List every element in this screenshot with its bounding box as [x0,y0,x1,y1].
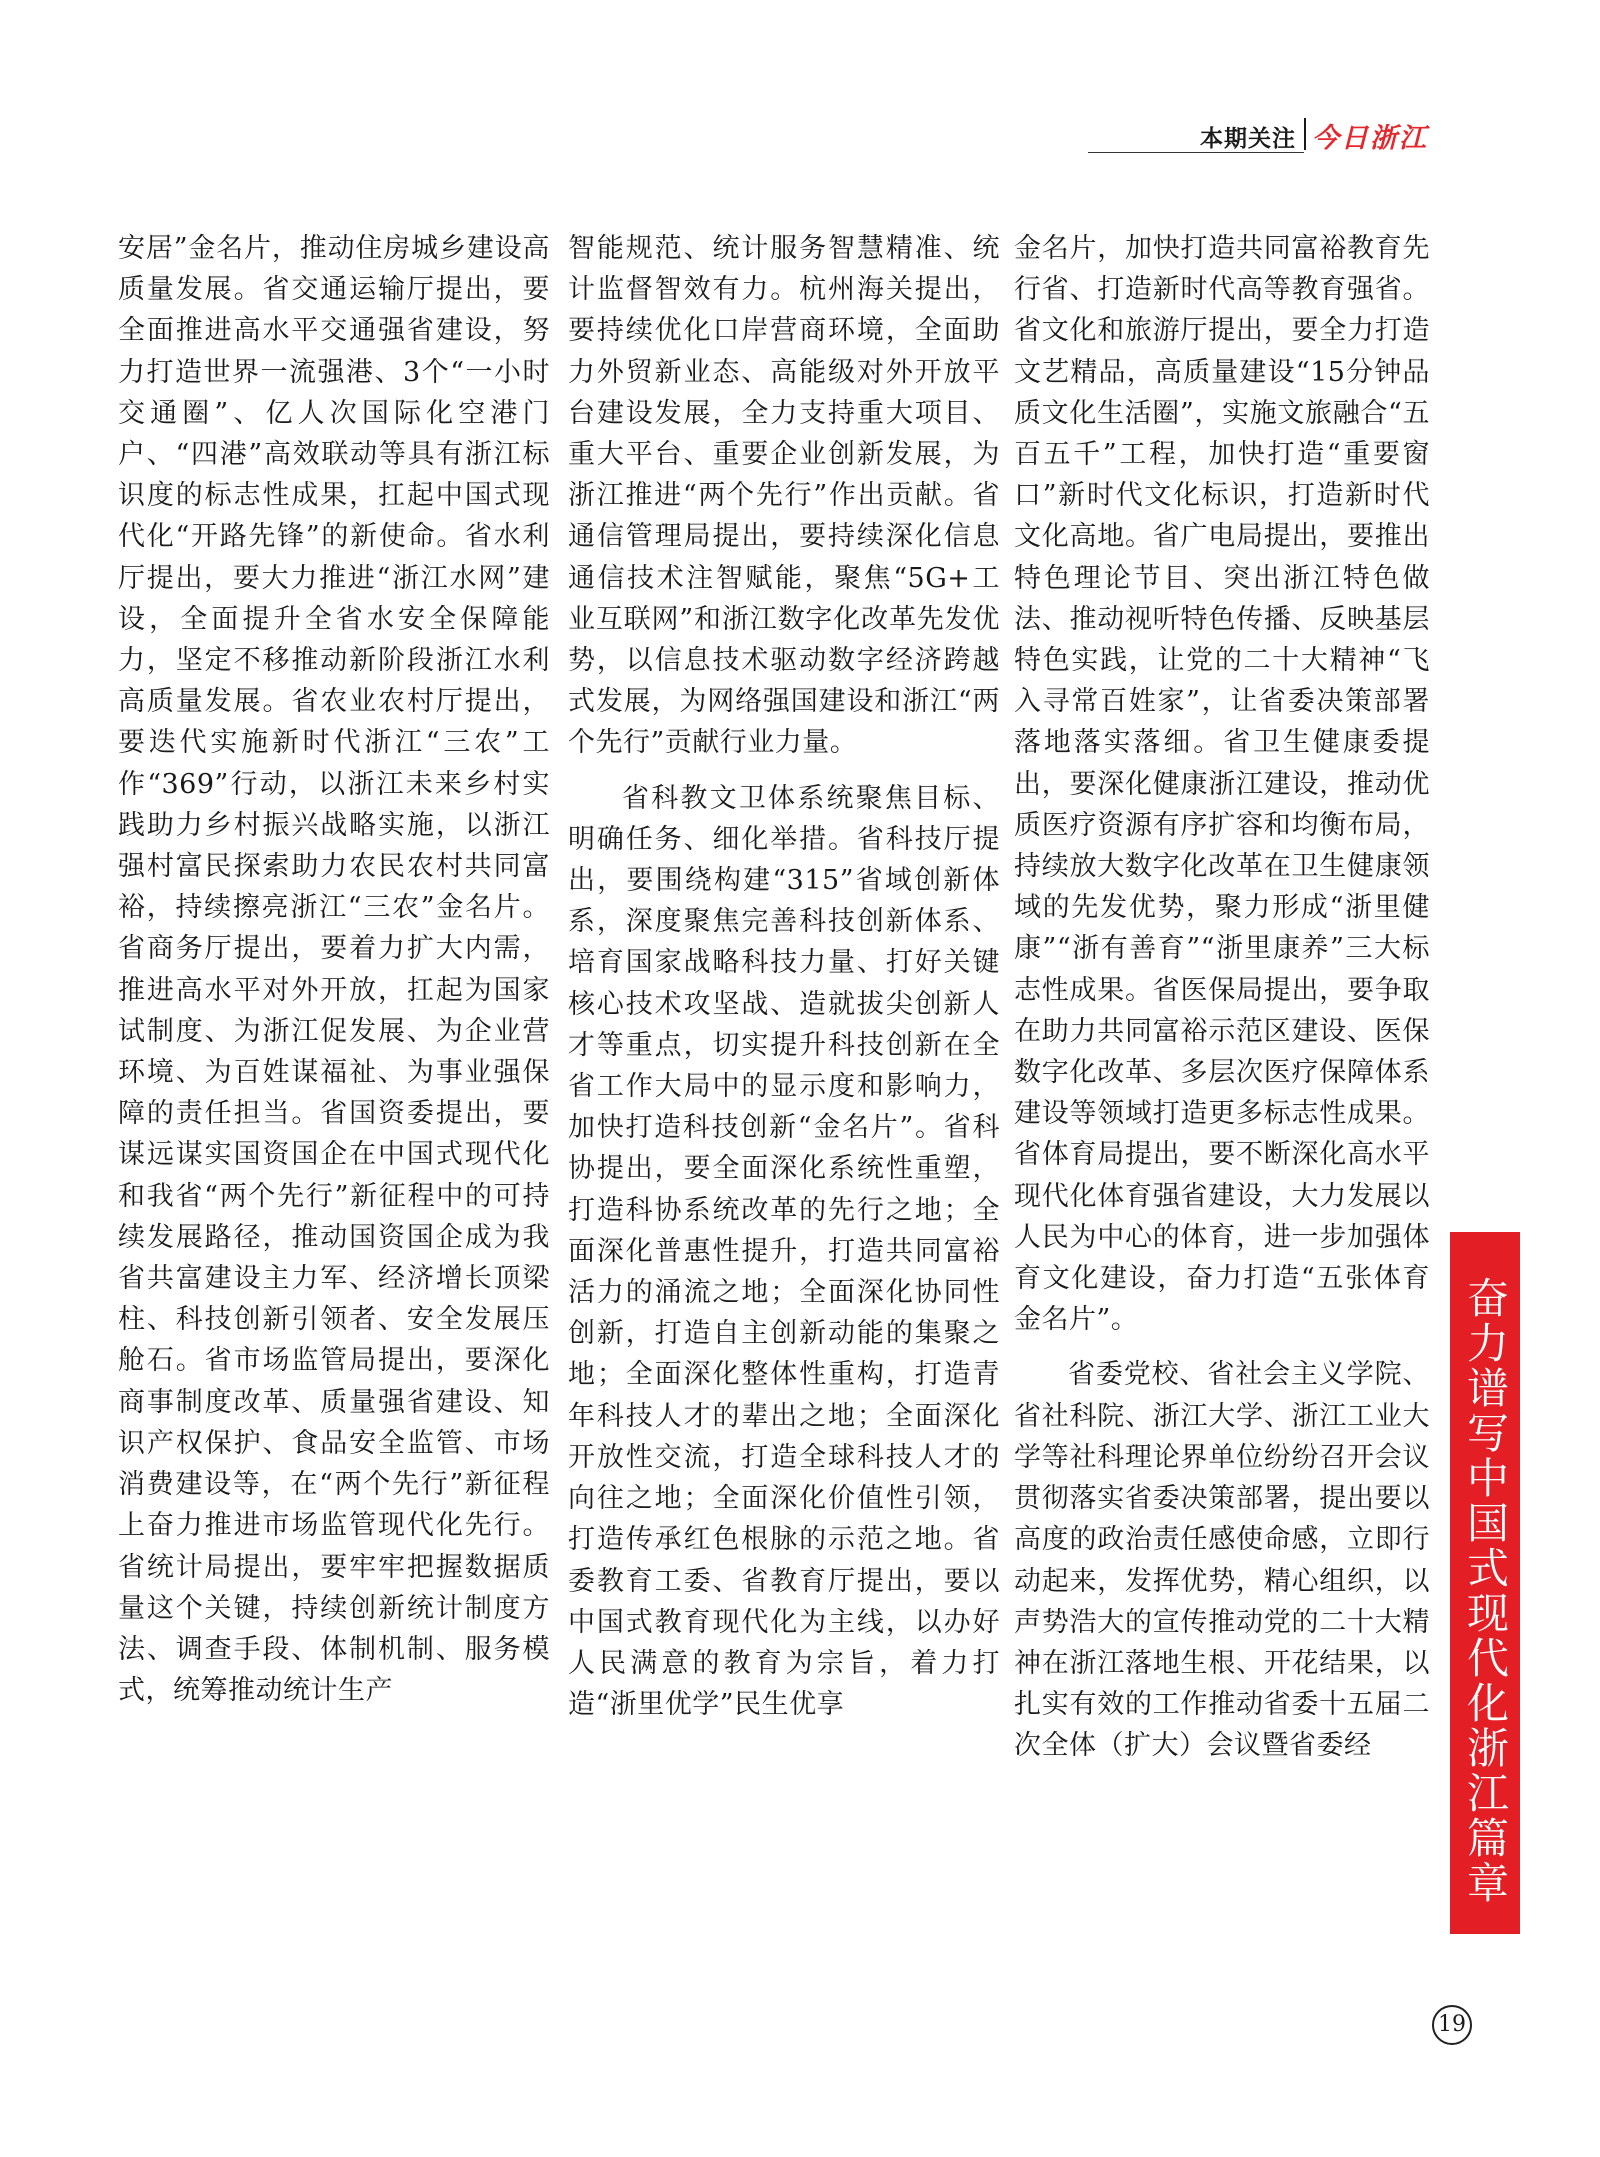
article-column-2 [568,228,1000,1725]
column-3-paragraph-2: 省委党校、省社会主义学院、省社科院、浙江大学、浙江工业大学等社科理论界单位纷纷召开会议贯彻落实省委决策部署，提出要以高度的政治责任感使命感，立即行动起来，发挥优势，精心组织，以声势浩大的宣传推动党的二十大精神在浙江落地生根、开花结果，以扎实有效的工作推动省委十五届二次全体（扩大）会议暨省委经 [1014,1359,1430,1762]
magazine-logo: 今日浙江 [1312,123,1428,154]
feature-banner [1450,1232,1520,1934]
column-2-paragraph-2: 省科教文卫体系统聚焦目标、明确任务、细化举措。省科技厅提出，要围绕构建“315”省域创新体系，深度聚焦完善科技创新体系、培育国家战略科技力量、打好关键核心技术攻坚战、造就拔尖创新人才等重点，切实提升科技创新在全省工作大局中的显示度和影响力，加快打造科技创新“金名片”。省科协提出，要全面深化系统性重塑，打造科协系统改革的先行之地；全面深化普惠性提升，打造共同富裕活力的涌流之地；全面深化协同性创新，打造自主创新动能的集聚之地；全面深化整体性重构，打造青年科技人才的辈出之地；全面深化开放性交流，打造全球科技人才的向往之地；全面深化价值性引领，打造传承红色根脉的示范之地。省委教育工委、省教育厅提出，要以中国式教育现代化为主线，以办好人民满意的教育为宗旨，着力打造“浙里优学”民生优享 [568,782,1000,1721]
banner-title: 奋力谱写中国式现代化浙江篇章 [1461,1276,1510,1906]
column-1-paragraph-1: 安居”金名片，推动住房城乡建设高质量发展。省交通运输厅提出，要全面推进高水平交通强省建设，努力打造世界一流强港、3个“一小时交通圈”、亿人次国际化空港门户、“四港”高效联动等具有浙江标识度的标志性成果，扛起中国式现代化“开路先锋”的新使命。省水利厅提出，要大力推进“浙江水网”建设，全面提升全省水安全保障能力，坚定不移推动新阶段浙江水利高质量发展。省农业农村厅提出，要迭代实施新时代浙江“三农”工作“369”行动，以浙江未来乡村实践助力乡村振兴战略实施，以浙江强村富民探索助力农民农村共同富裕，持续擦亮浙江“三农”金名片。省商务厅提出，要着力扩大内需，推进高水平对外开放，扛起为国家试制度、为浙江促发展、为企业营环境、为百姓谋福祉、为事业强保障的责任担当。省国资委提出，要谋远谋实国资国企在中国式现代化和我省“两个先行”新征程中的可持续发展路径，推动国资国企成为我省共富建设主力军、经济增长顶梁柱、科技创新引领者、安全发展压舱石。省市场监管局提出，要深化商事制度改革、质量强省建设、知识产权保护、食品安全监管、市场消费建设等，在“两个先行”新征程上奋力推进市场监管现代化先行。省统计局提出，要牢牢把握数据质量这个关键，持续创新统计制度方法、调查手段、体制机制、服务模式，统筹推动统计生产 [118,233,550,1707]
article-column-1 [118,228,550,1711]
page-header [1088,118,1428,154]
section-label: 本期关注 [1200,126,1296,152]
column-3-paragraph-1: 金名片，加快打造共同富裕教育先行省、打造新时代高等教育强省。省文化和旅游厅提出，要全力打造文艺精品，高质量建设“15分钟品质文化生活圈”，实施文旅融合“五百五千”工程，加快打造“重要窗口”新时代文化标识，打造新时代文化高地。省广电局提出，要推出特色理论节目、突出浙江特色做法、推动视听特色传播、反映基层特色实践，让党的二十大精神“飞入寻常百姓家”，让省委决策部署落地落实落细。省卫生健康委提出，要深化健康浙江建设，推动优质医疗资源有序扩容和均衡布局，持续放大数字化改革在卫生健康领域的先发优势，聚力形成“浙里健康”“浙有善育”“浙里康养”三大标志性成果。省医保局提出，要争取在助力共同富裕示范区建设、医保数字化改革、多层次医疗保障体系建设等领域打造更多标志性成果。省体育局提出，要不断深化高水平现代化体育强省建设，大力发展以人民为中心的体育，进一步加强体育文化建设，奋力打造“五张体育金名片”。 [1014,233,1430,1336]
column-2-paragraph-1: 智能规范、统计服务智慧精准、统计监督智效有力。杭州海关提出，要持续优化口岸营商环境，全面助力外贸新业态、高能级对外开放平台建设发展，全力支持重大项目、重大平台、重要企业创新发展，为浙江推进“两个先行”作出贡献。省通信管理局提出，要持续深化信息通信技术注智赋能，聚焦“5G+工业互联网”和浙江数字化改革先发优势，以信息技术驱动数字经济跨越式发展，为网络强国建设和浙江“两个先行”贡献行业力量。 [568,233,1000,759]
page-number: 19 [1432,2005,1472,2045]
header-divider [1304,118,1306,150]
article-column-3 [1014,228,1430,1767]
